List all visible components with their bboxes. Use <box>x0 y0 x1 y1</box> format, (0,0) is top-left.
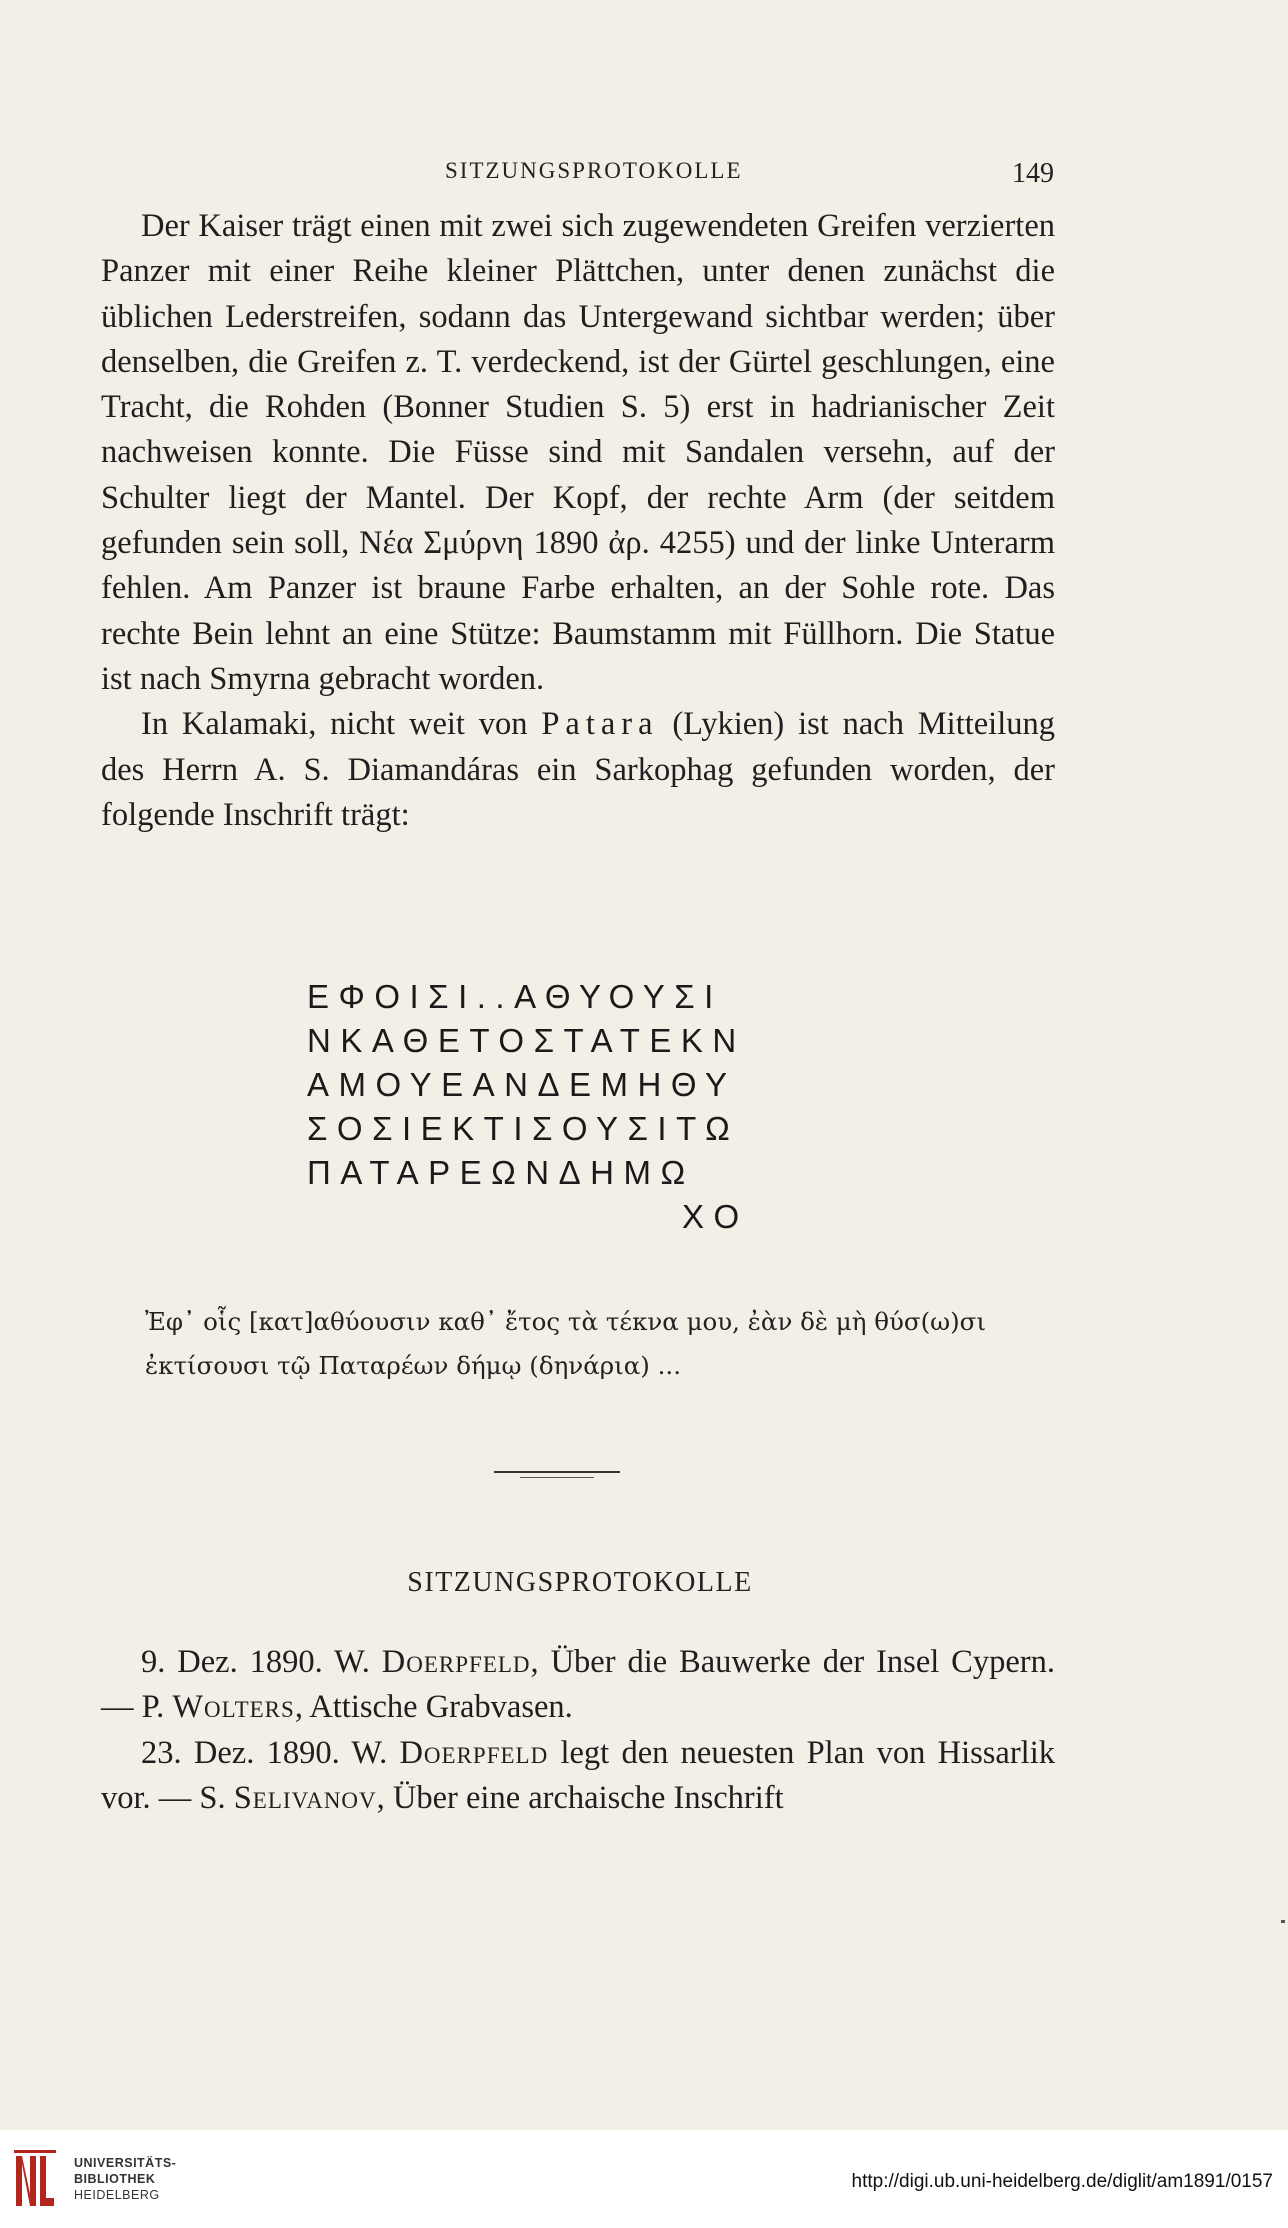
entry-text: , Über die Bauwerke der Insel Cypern. — P. <box>101 1644 1055 1726</box>
greek-transcription <box>145 1300 1065 1388</box>
inscription-line: ΠΑΤΑΡΕΩΝΔΗΜΩ <box>307 1154 695 1191</box>
page-number: 149 <box>1012 158 1054 189</box>
inscription-line: ΑΜΟΥΕΑΝΔΕΜΗΘΥ <box>307 1066 737 1103</box>
transcription-line: Ἐφ᾽ οἷς [κατ]αθύουσιν καθ᾽ ἔτος τὰ τέκνα μου, ἐὰν δὲ μὴ θύσ(ω)σι <box>145 1307 986 1336</box>
inscription-block <box>307 975 827 1239</box>
inscription-line: ΝΚΑΘΕΤΟΣΤΑΤΕΚΝ <box>307 1022 746 1059</box>
entry-date: 23. Dez. 1890. W. <box>141 1734 400 1771</box>
section-divider <box>494 1471 620 1473</box>
library-seal-icon <box>12 2148 58 2210</box>
paragraph-statue-description: Der Kaiser trägt einen mit zwei sich zugewendeten Greifen verzierten Panzer mit einer Reihe kleiner Plättchen, unter denen zunächst die üblichen Lederstreifen, sodann das Untergewand sichtbar werden; über denselben, die Greifen z. T. verdeckend, ist der Gürtel geschlungen, eine Tracht, die Rohden (Bonner Studien S. 5) erst in hadrianischer Zeit nachweisen konnte. Die Füsse sind mit Sandalen versehn, auf der Schulter liegt der Mantel. Der Kopf, der rechte Arm (der seitdem gefunden sein soll, Νέα Σμύρνη 1890 ἀρ. 4255) und der linke Unterarm fehlen. Am Panzer ist braune Farbe erhalten, an der Sohle rote. Das rechte Bein lehnt an eine Stütze: Baumstamm mit Füllhorn. Die Statue ist nach Smyrna gebracht worden. <box>101 208 1055 697</box>
transcription-line: ἐκτίσουσι τῷ Παταρέων δήμῳ (δηνάρια) ... <box>145 1351 681 1380</box>
person-name: Doerpfeld <box>381 1644 531 1680</box>
paragraph-sarcophagus-part1: In Kalamaki, nicht weit von <box>141 706 542 743</box>
inscription-line: ΣΟΣΙΕΚΤΙΣΟΥΣΙΤΩ <box>307 1110 740 1147</box>
protocol-entry <box>101 1731 1055 1822</box>
running-head-title: SITZUNGSPROTOKOLLE <box>445 158 743 183</box>
scan-speck <box>1281 1920 1285 1923</box>
library-name-line: BIBLIOTHEK <box>74 2172 156 2186</box>
body-text <box>101 204 1055 838</box>
entry-text: legt den neuesten Plan von Hissarlik vor. — S. <box>101 1734 1055 1816</box>
paragraph-sarcophagus-part2: (Lykien) ist nach Mitteilung des Herrn A. S. Diamandáras ein Sarkophag gefunden worden, der folgende Inschrift trägt: <box>101 706 1055 833</box>
source-url-link[interactable]: http://digi.ub.uni-heidelberg.de/diglit/am1891/0157 <box>851 2171 1273 2192</box>
person-name: Selivanov <box>233 1779 377 1816</box>
protocol-entries <box>101 1640 1055 1821</box>
running-head <box>100 158 1054 188</box>
entry-text: , Über eine archaische Inschrift <box>376 1779 784 1816</box>
place-name-patara: Patara <box>541 706 659 743</box>
section-title: SITZUNGSPROTOKOLLE <box>407 1567 753 1598</box>
entry-date: 9. Dez. 1890. W. <box>141 1644 382 1680</box>
person-name: Wolters <box>172 1689 295 1726</box>
section-divider-short <box>520 1477 594 1478</box>
library-name <box>74 2155 176 2203</box>
protocol-entry <box>101 1640 1055 1731</box>
paragraph-sarcophagus <box>101 702 1055 838</box>
entry-text: , Attische Grabvasen. <box>294 1689 573 1726</box>
library-name-line: UNIVERSITÄTS- <box>74 2156 177 2170</box>
person-name: Doerpfeld <box>399 1734 549 1771</box>
library-name-line: HEIDELBERG <box>74 2188 160 2202</box>
library-logo[interactable] <box>12 2148 187 2218</box>
inscription-line: ΕΦΟΙΣΙ..ΑΘΥΟΥΣΙ <box>307 978 723 1015</box>
inscription-line: ΧΟ <box>682 1198 749 1235</box>
